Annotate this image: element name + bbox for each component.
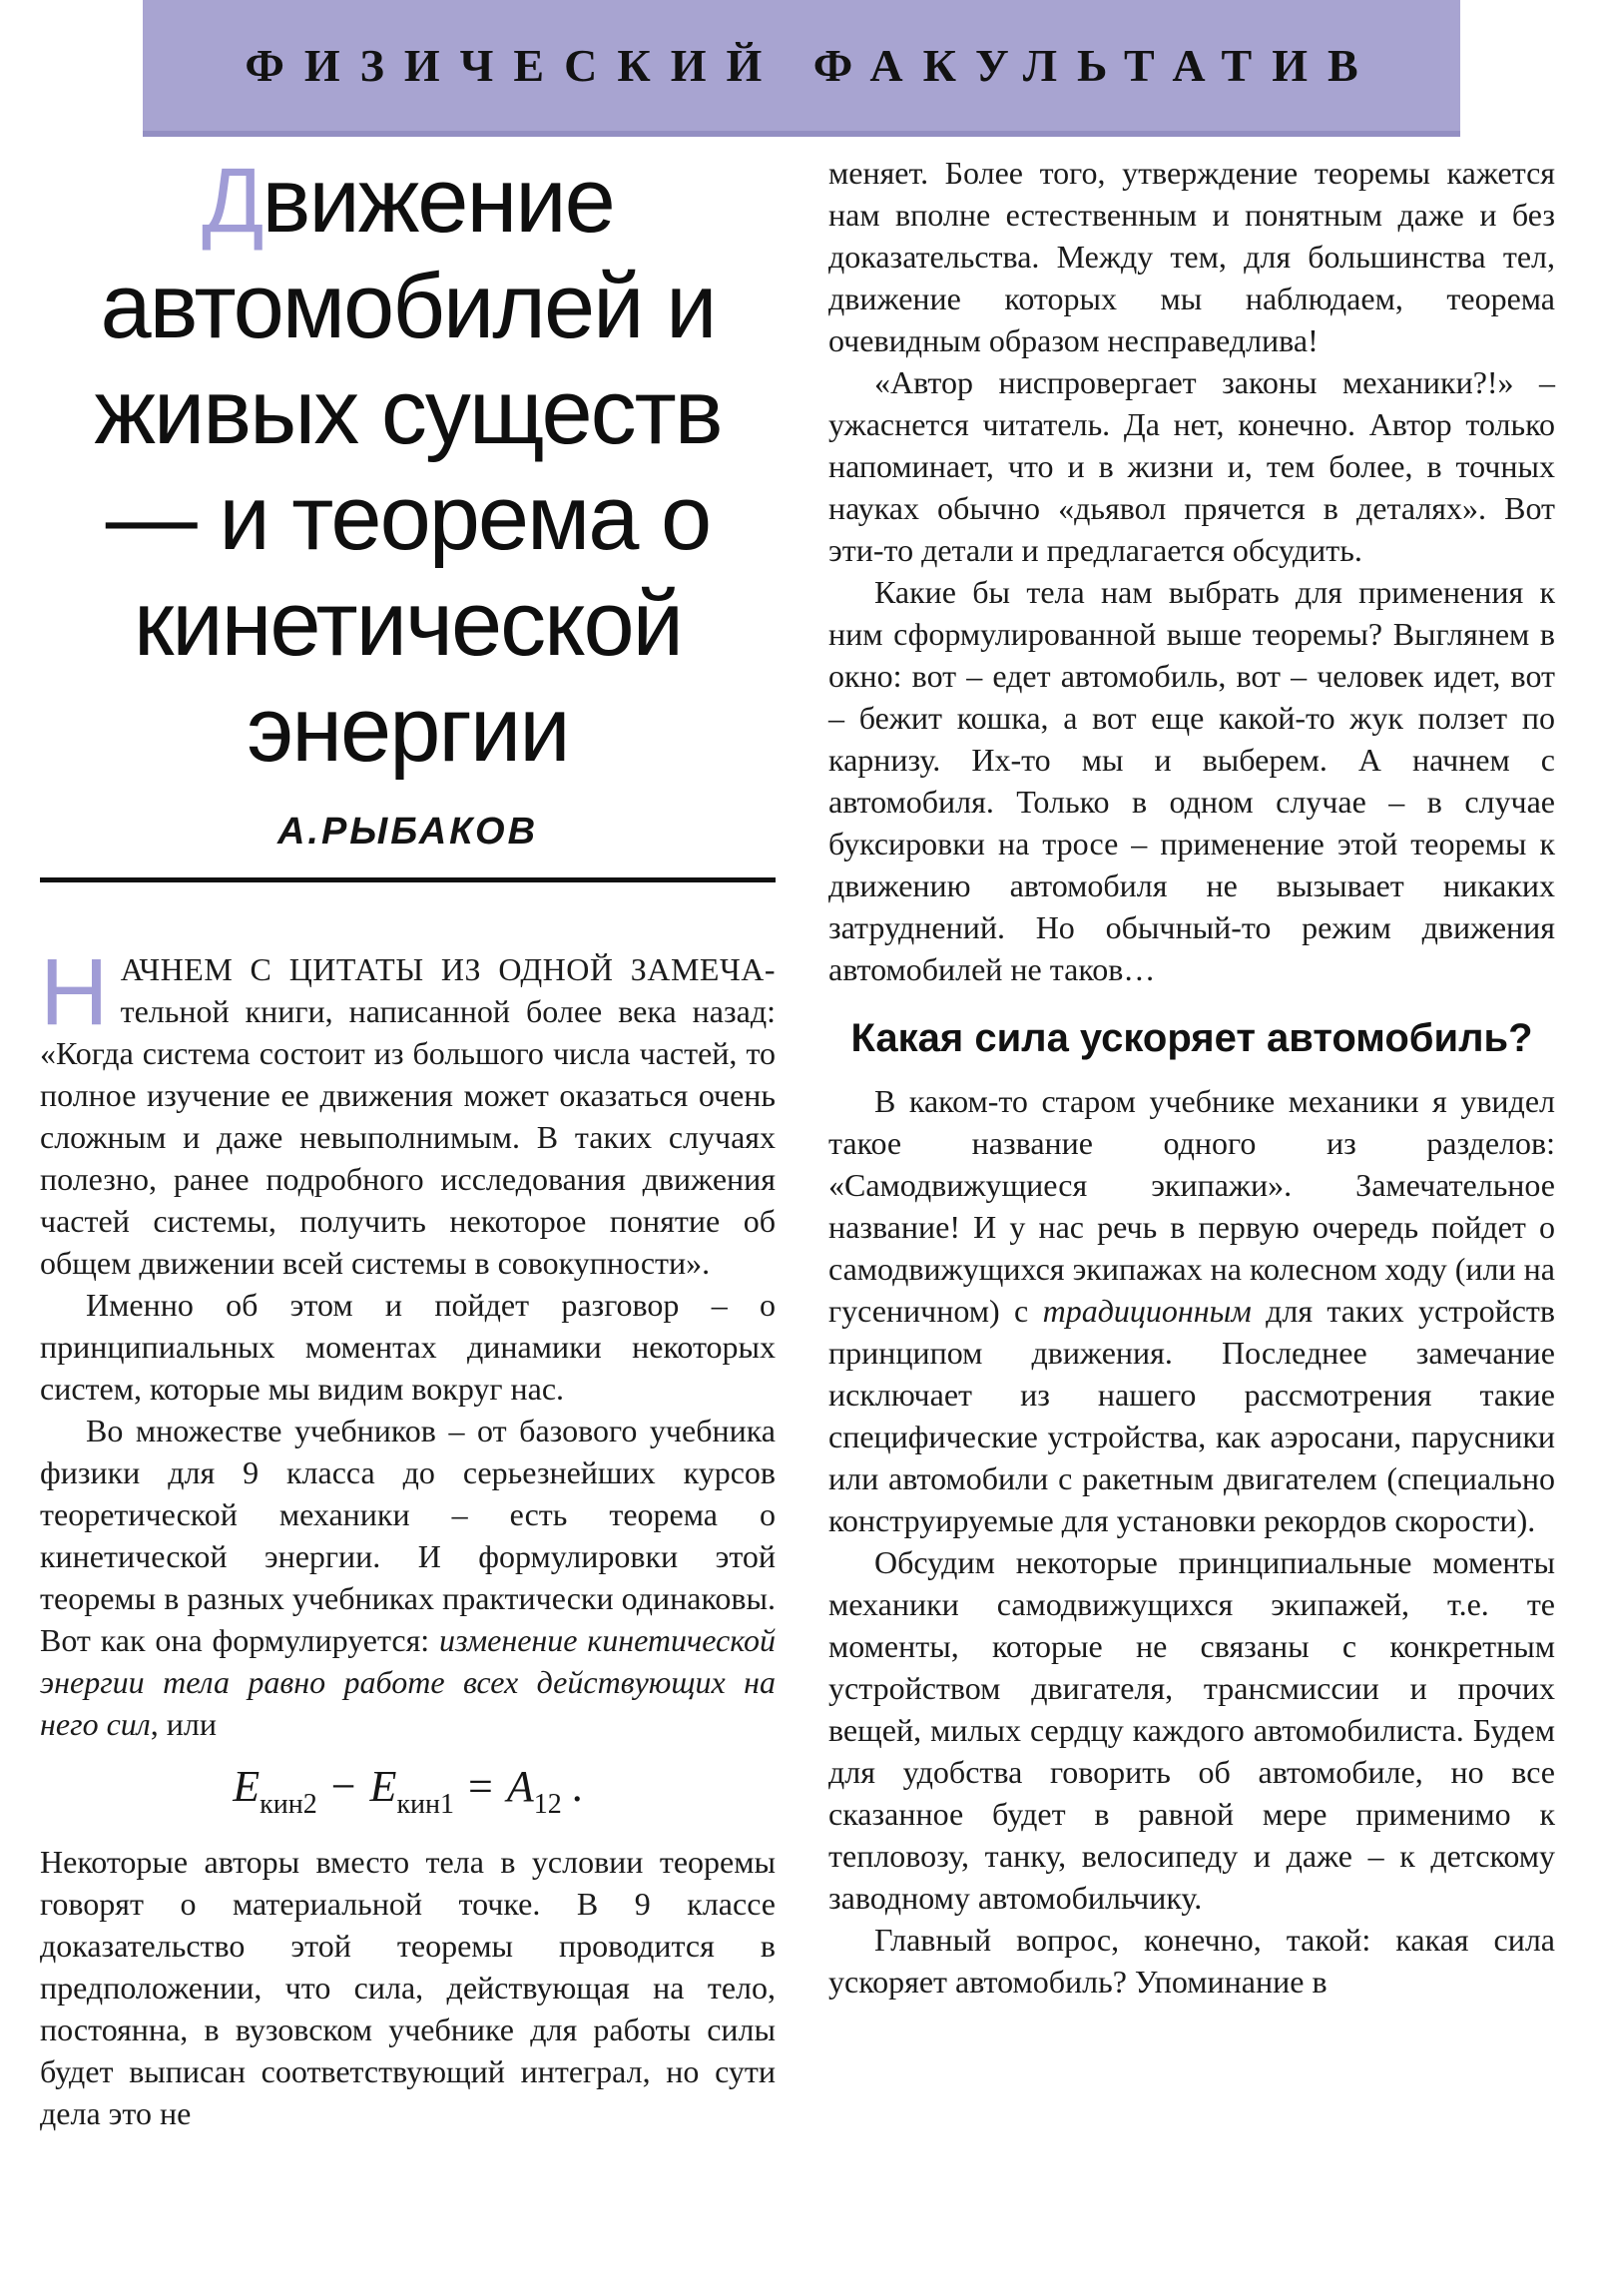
formula-subscript-kin2: кин2 xyxy=(260,1789,317,1820)
article-author: А.РЫБАКОВ xyxy=(276,811,539,853)
lead-caps-run: АЧНЕМ С ЦИТАТЫ ИЗ ОДНОЙ ЗАМЕЧА- xyxy=(120,951,776,987)
formula-subscript-12: 12 xyxy=(533,1789,562,1820)
title-line-6: энергии xyxy=(247,679,569,781)
paragraph: Главный вопрос, конечно, такой: какая сила ускоряет автомобиль? Упоминание в xyxy=(828,1922,1555,2000)
title-line-1-text: вижение xyxy=(262,150,614,252)
formula-period: . xyxy=(571,1762,583,1811)
paragraph-text: , или xyxy=(150,1706,217,1742)
title-line-4: — и теорема о xyxy=(105,467,711,569)
article-title xyxy=(40,148,776,783)
formula-var-a: A xyxy=(506,1762,534,1811)
paragraph xyxy=(828,1080,1555,1541)
lead-paragraph xyxy=(40,939,776,1284)
right-column xyxy=(828,152,1555,2003)
title-dropcap: Д xyxy=(202,150,263,252)
paragraph-text: Во множестве учебников – от базового учебника физики для 9 класса до серьезнейших курсов теоретической механики – есть теорема о кинетической энергии. И формулировки этой теоремы в разных учебниках практически одинаковы. Вот как она формулируется: xyxy=(40,1413,776,1658)
paragraph: Некоторые авторы вместо тела в условии теоремы говорят о материальной точке. В 9 классе доказательство этой теоремы проводится в предположении, что сила, действующая на тело, постоянна, в вузовском учебнике для работы силы будет выписан соответствующий интеграл, но сути дела это не xyxy=(40,1844,776,2131)
paragraph-dropcap: Н xyxy=(40,939,109,1045)
section-heading: Какая сила ускоряет автомобиль? xyxy=(850,1016,1533,1060)
theorem-statement-italic: изменение кинетической энергии тела равно работе всех действующих на него сил xyxy=(40,1622,777,1742)
title-line-5: кинетической xyxy=(133,573,683,675)
title-line-3: живых существ xyxy=(94,361,722,463)
banner-title: ФИЗИЧЕСКИЙ ФАКУЛЬТАТИВ xyxy=(245,40,1378,91)
paragraph: Какие бы тела нам выбрать для применения к ним сформулированной выше теоремы? Выглянем в окно: вот – едет автомобиль, вот – человек идет, вот – бежит кошка, а вот еще какой-то жук ползет по карнизу. Их-то мы и выберем. А начнем с автомобиля. Только в одном случае – в случае буксировки на тросе – применение этой теоремы к движению автомобиля не вызывает никаких затруднений. Но обычный-то режим движения автомобилей не таков… xyxy=(828,574,1555,987)
paragraph-text: для таких устройств принципом движения. Последнее замечание исключает из нашего рассмотрения такие специфические устройства, как аэросани, парусники или автомобили с ракетным двигателем (специально конструируемые для установки рекордов скорости). xyxy=(828,1293,1556,1538)
left-column xyxy=(40,148,776,2134)
paragraph xyxy=(40,1410,776,1745)
title-line-1 xyxy=(40,148,776,254)
section-banner xyxy=(143,0,1460,137)
formula-var-e1: E xyxy=(369,1762,397,1811)
paragraph: меняет. Более того, утверждение теоремы кажется нам вполне естественным и понятным даже и без доказательства. Между тем, для большинства тел, движение которых мы наблюдаем, теорема очевидным образом несправедлива! xyxy=(828,155,1555,358)
paragraph: Именно об этом и пойдет разговор – о принципиальных моментах динамики некоторых систем, которые мы видим вокруг нас. xyxy=(40,1287,776,1407)
lead-paragraph-text: тельной книги, написанной более века назад: «Когда система состоит из большого числа частей, то полное изучение ее движения может оказаться очень сложным и даже невыполнимым. В таких случаях полезно, ранее подробного исследования движения частей системы, получить некоторое понятие об общем движении всей системы в совокупности». xyxy=(40,993,776,1281)
paragraph: Обсудим некоторые принципиальные моменты механики самодвижущихся экипажей, т.е. те моменты, которые не связаны с конкретным устройством двигателя, трансмиссии и прочих вещей, милых сердцу каждого автомобилиста. Будем для удобства говорить об автомобиле, но все сказанное будет в равной мере применимо к тепловозу, танку, велосипеду и даже – к детскому заводному автомобильчику. xyxy=(828,1544,1555,1916)
formula-subscript-kin1: кин1 xyxy=(396,1789,455,1820)
emphasis-italic: традиционным xyxy=(1042,1293,1252,1329)
equals-sign: = xyxy=(468,1762,493,1811)
author-rule xyxy=(40,877,776,882)
formula-var-e2: E xyxy=(233,1762,261,1811)
title-line-2: автомобилей и xyxy=(100,256,716,357)
paragraph: «Автор ниспровергает законы механики?!» – ужаснется читатель. Да нет, конечно. Автор только напоминает, что и в жизни и, тем более, в точных науках обычно «дьявол прячется в деталях». Вот эти-то детали и предлагается обсудить. xyxy=(828,364,1555,568)
minus-sign: − xyxy=(330,1762,356,1811)
kinetic-energy-formula xyxy=(40,1761,776,1821)
paragraph-text: В каком-то старом учебнике механики я увидел такое название одного из разделов: «Самодвижущиеся экипажи». Замечательное название! И у нас речь в первую очередь пойдет о самодвижущихся экипажах на колесном ходу (или на гусеничном) с xyxy=(828,1083,1555,1329)
